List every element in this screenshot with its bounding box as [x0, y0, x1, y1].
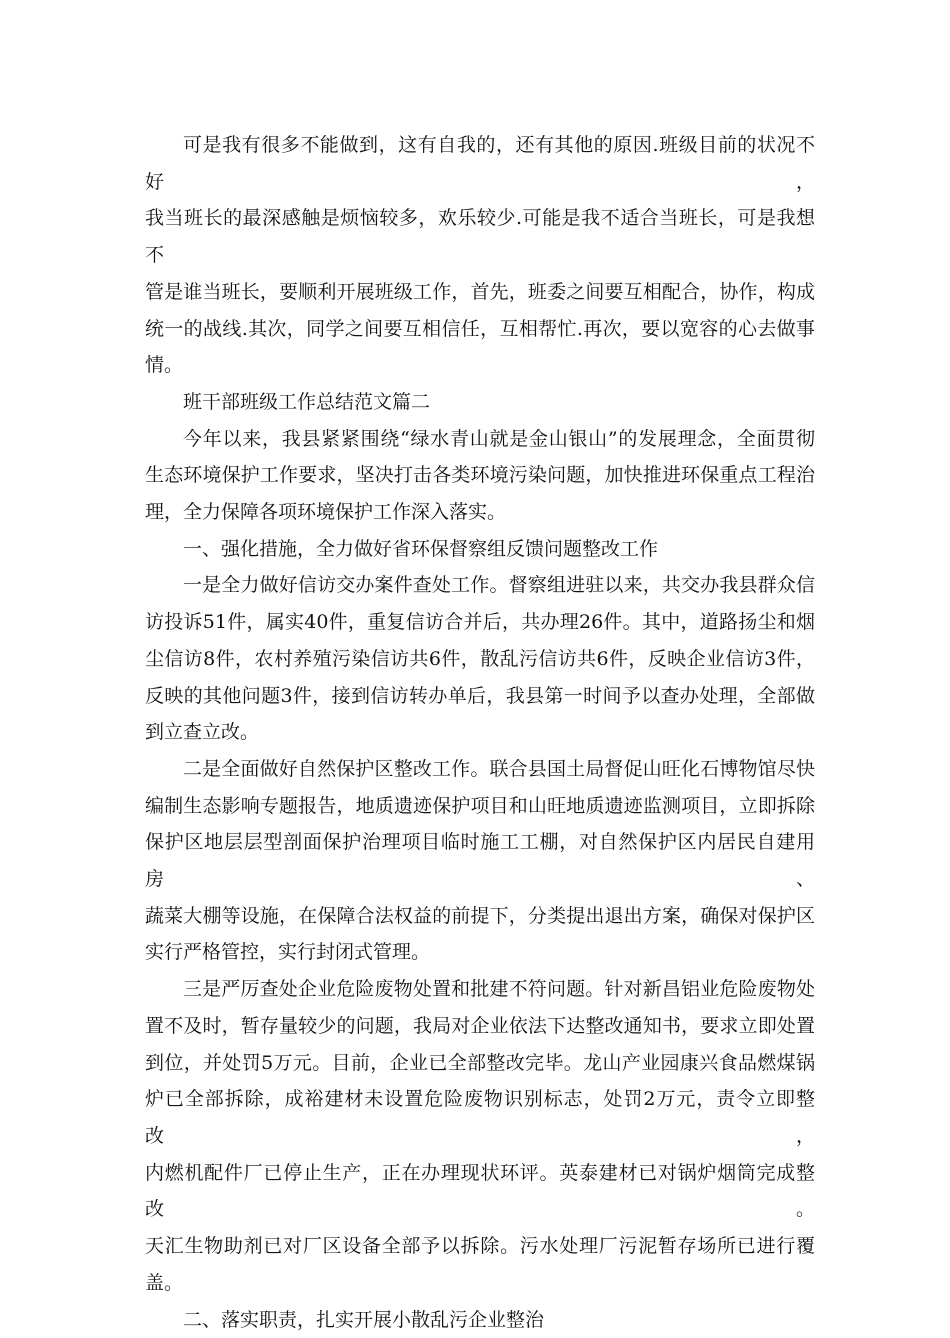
- paragraph-intro-environment: [145, 421, 815, 531]
- paragraph-nature-reserve: [145, 751, 815, 971]
- text-line: 情。: [145, 347, 815, 384]
- paragraph-class-monitor-reflection: [145, 127, 815, 384]
- text-line: 一是全力做好信访交办案件查处工作。督察组进驻以来，共交办我县群众信: [145, 567, 815, 604]
- text-line: 实行严格管控，实行封闭式管理。: [145, 934, 815, 971]
- paragraph-petition-cases: [145, 567, 815, 751]
- text-line: 天汇生物助剂已对厂区设备全部予以拆除。污水处理厂污泥暂存场所已进行覆盖。: [145, 1228, 815, 1301]
- text-line: 二是全面做好自然保护区整改工作。联合县国土局督促山旺化石博物馆尽快: [145, 751, 815, 788]
- paragraph-hazardous-waste: [145, 971, 815, 1301]
- text-line: 班干部班级工作总结范文篇二: [145, 384, 815, 421]
- text-line: 访投诉51件，属实40件，重复信访合并后，共办理26件。其中，道路扬尘和烟: [145, 604, 815, 641]
- text-line: 生态环境保护工作要求，坚决打击各类环境污染问题，加快推进环保重点工程治: [145, 457, 815, 494]
- text-line: 二、落实职责，扎实开展小散乱污企业整治: [145, 1302, 815, 1338]
- text-line: 到立查立改。: [145, 714, 815, 751]
- text-line: 到位，并处罚5万元。目前，企业已全部整改完毕。龙山产业园康兴食品燃煤锅: [145, 1045, 815, 1082]
- text-line: 三是严厉查处企业危险废物处置和批建不符问题。针对新昌铝业危险废物处: [145, 971, 815, 1008]
- text-line: 尘信访8件，农村养殖污染信访共6件，散乱污信访共6件，反映企业信访3件，: [145, 641, 815, 678]
- text-line: 保护区地层层型剖面保护治理项目临时施工工棚，对自然保护区内居民自建用房、: [145, 824, 815, 897]
- heading-one-strengthen-measures: [145, 531, 815, 568]
- text-line: 一、强化措施，全力做好省环保督察组反馈问题整改工作: [145, 531, 815, 568]
- section-title-part-two: [145, 384, 815, 421]
- text-line: 内燃机配件厂已停止生产，正在办理现状环评。英泰建材已对锅炉烟筒完成整改。: [145, 1155, 815, 1228]
- text-line: 理，全力保障各项环境保护工作深入落实。: [145, 494, 815, 531]
- text-line: 反映的其他问题3件，接到信访转办单后，我县第一时间予以查办处理，全部做: [145, 678, 815, 715]
- text-line: 蔬菜大棚等设施，在保障合法权益的前提下，分类提出退出方案，确保对保护区: [145, 898, 815, 935]
- text-line: 今年以来，我县紧紧围绕“绿水青山就是金山银山”的发展理念，全面贯彻: [145, 421, 815, 458]
- text-line: 编制生态影响专题报告，地质遗迹保护项目和山旺地质遗迹监测项目，立即拆除: [145, 788, 815, 825]
- text-line: 炉已全部拆除，成裕建材未设置危险废物识别标志，处罚2万元，责令立即整改，: [145, 1081, 815, 1154]
- text-line: 可是我有很多不能做到，这有自我的，还有其他的原因.班级目前的状况不好，: [145, 127, 815, 200]
- text-line: 我当班长的最深感触是烦恼较多，欢乐较少.可能是我不适合当班长，可是我想不: [145, 200, 815, 273]
- heading-two-implement-responsibilities: [145, 1302, 815, 1338]
- text-line: 统一的战线.其次，同学之间要互相信任，互相帮忙.再次，要以宽容的心去做事: [145, 311, 815, 348]
- document-body: [145, 127, 815, 1338]
- text-line: 置不及时，暂存量较少的问题，我局对企业依法下达整改通知书，要求立即处置: [145, 1008, 815, 1045]
- text-line: 管是谁当班长，要顺利开展班级工作，首先，班委之间要互相配合，协作，构成: [145, 274, 815, 311]
